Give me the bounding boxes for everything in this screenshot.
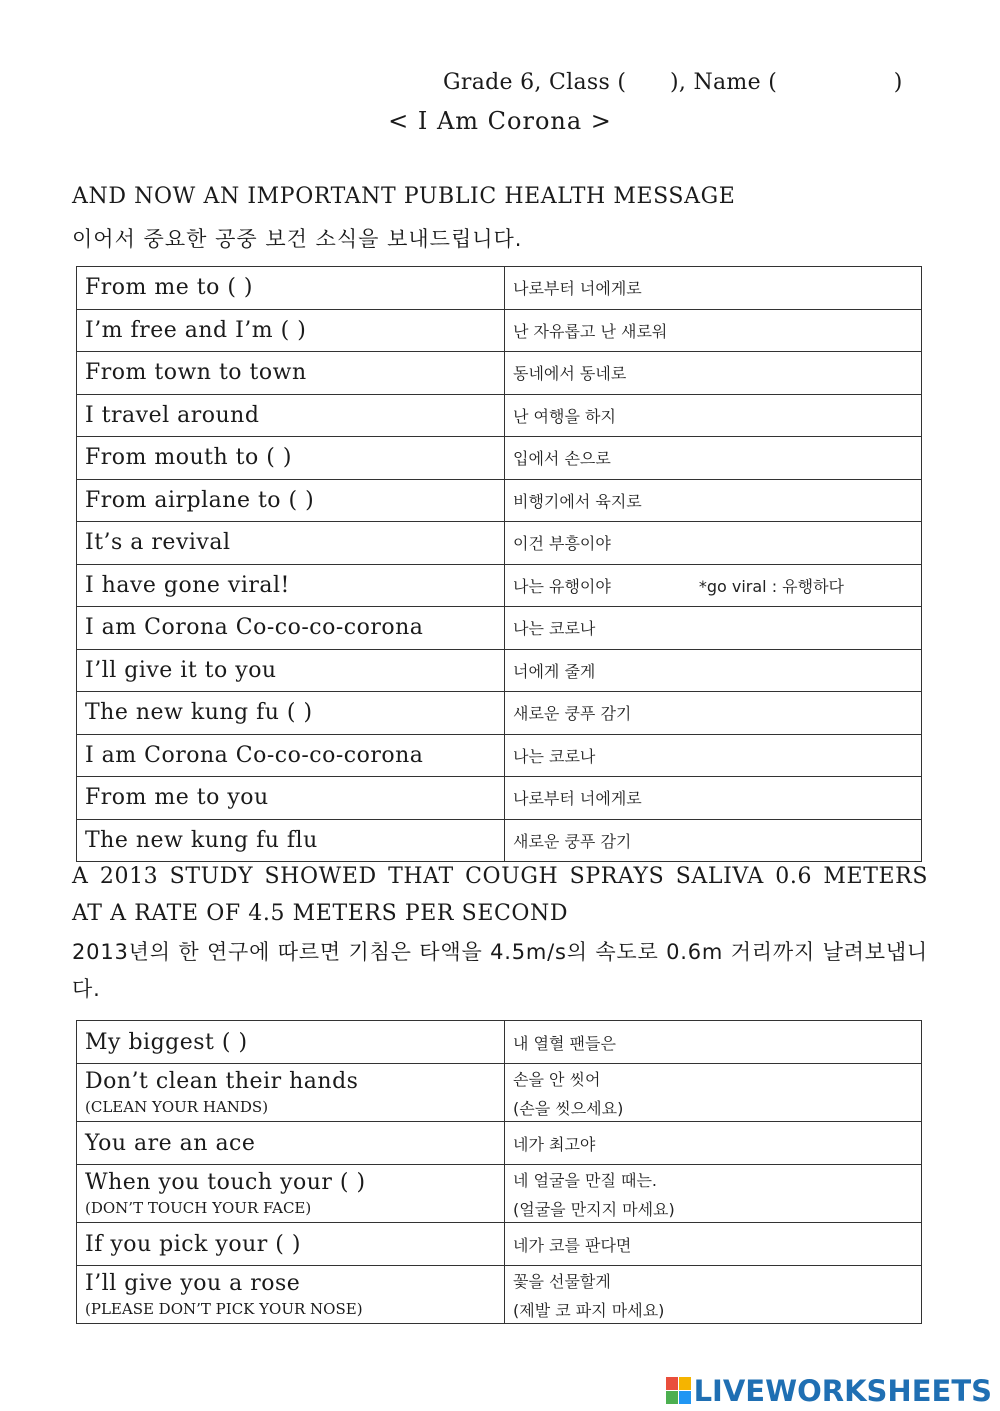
lyric-korean-text: 나는 코로나 <box>513 746 596 766</box>
liveworksheets-logo-icon <box>666 1377 692 1405</box>
lyric-english-cell <box>77 1064 505 1122</box>
lyric-english-text: From me to ( ) <box>85 275 253 301</box>
lyric-row <box>77 649 922 692</box>
lyric-english-text: I’ll give it to you <box>85 657 277 683</box>
lyric-english-text: I travel around <box>85 402 260 428</box>
lyric-korean-cell <box>505 394 922 437</box>
lyric-korean-cell <box>505 437 922 480</box>
lyric-english-text: Don’t clean their hands <box>85 1069 359 1094</box>
lyric-korean-cell <box>505 734 922 777</box>
lyric-korean-cell <box>505 607 922 650</box>
lyric-korean-cell <box>505 1021 922 1064</box>
lyric-english-cell <box>77 777 505 820</box>
lyric-row <box>77 1122 922 1165</box>
lyric-english-text: It’s a revival <box>85 530 231 556</box>
study-korean: 2013년의 한 연구에 따르면 기침은 타액을 4.5m/s의 속도로 0.6m 거리까지 날려보냅니다. <box>72 940 928 1001</box>
lyric-row <box>77 309 922 352</box>
lyric-english-cell <box>77 607 505 650</box>
lyric-korean-text: 네가 최고야 <box>513 1134 596 1154</box>
lyric-row <box>77 819 922 862</box>
lyric-row <box>77 692 922 735</box>
lyric-korean-cell <box>505 1223 922 1266</box>
lyric-korean-text: 내 열혈 팬들은 <box>513 1033 616 1053</box>
lyric-english-cell <box>77 309 505 352</box>
lyric-korean-text: 이건 부흥이야 <box>513 534 611 554</box>
lyric-korean-subtext: (얼굴을 만지지 마세요) <box>513 1199 675 1219</box>
lyric-row <box>77 564 922 607</box>
lyric-row <box>77 1021 922 1064</box>
lyric-english-text: I am Corona Co-co-co-corona <box>85 615 424 641</box>
lyric-english-text: I am Corona Co-co-co-corona <box>85 742 424 768</box>
lyric-row <box>77 1064 922 1122</box>
lyric-korean-cell <box>505 777 922 820</box>
lyrics-table-2 <box>76 1020 922 1324</box>
lyric-english-cell <box>77 649 505 692</box>
lyric-korean-text: 난 여행을 하지 <box>513 406 616 426</box>
lyric-korean-text: 난 자유롭고 난 새로워 <box>513 321 668 341</box>
page-title: < I Am Corona > <box>388 107 612 135</box>
lyric-row <box>77 1223 922 1266</box>
lyric-korean-cell <box>505 819 922 862</box>
lyric-english-subtext: (PLEASE DON’T PICK YOUR NOSE) <box>85 1300 363 1318</box>
lyric-english-cell <box>77 819 505 862</box>
lyrics-table-1 <box>76 266 922 862</box>
intro-korean: 이어서 중요한 공중 보건 소식을 보내드립니다. <box>72 227 523 251</box>
lyric-korean-cell <box>505 1165 922 1223</box>
lyric-korean-cell <box>505 479 922 522</box>
lyric-english-text: From town to town <box>85 360 307 386</box>
lyric-english-cell <box>77 692 505 735</box>
lyric-korean-cell <box>505 267 922 310</box>
lyric-korean-text: 네 얼굴을 만질 때는. <box>513 1170 657 1190</box>
lyric-korean-cell <box>505 1064 922 1122</box>
lyric-korean-cell <box>505 692 922 735</box>
lyric-row <box>77 777 922 820</box>
grade-class-name-line: Grade 6, Class ( ), Name ( ) <box>443 70 903 95</box>
lyric-korean-cell <box>505 1266 922 1324</box>
lyric-row <box>77 352 922 395</box>
lyric-english-subtext: (CLEAN YOUR HANDS) <box>85 1098 269 1116</box>
liveworksheets-brand: LIVEWORKSHEETS <box>693 1374 992 1408</box>
lyric-row <box>77 734 922 777</box>
lyric-english-cell <box>77 352 505 395</box>
lyric-english-text: From airplane to ( ) <box>85 487 315 513</box>
study-english: A 2013 STUDY SHOWED THAT COUGH SPRAYS SALIVA 0.6 METERS AT A RATE OF 4.5 METERS PER SECOND <box>72 864 928 926</box>
lyric-english-cell <box>77 1266 505 1324</box>
lyric-english-cell <box>77 564 505 607</box>
lyric-english-text: When you touch your ( ) <box>85 1170 366 1195</box>
liveworksheets-logo <box>666 1374 992 1408</box>
lyric-korean-cell <box>505 564 922 607</box>
lyric-english-text: My biggest ( ) <box>85 1029 248 1055</box>
lyric-english-text: I have gone viral! <box>85 572 290 598</box>
lyric-korean-subtext: (제발 코 파지 마세요) <box>513 1300 665 1320</box>
lyric-english-text: You are an ace <box>85 1130 256 1156</box>
lyric-english-cell <box>77 394 505 437</box>
lyric-english-cell <box>77 734 505 777</box>
lyric-row <box>77 607 922 650</box>
lyric-korean-text: 꽃을 선물할게 <box>513 1271 611 1291</box>
lyric-english-cell <box>77 1165 505 1223</box>
lyric-row <box>77 522 922 565</box>
lyric-english-cell <box>77 1223 505 1266</box>
lyric-row <box>77 479 922 522</box>
lyric-korean-text: 네가 코를 판다면 <box>513 1235 632 1255</box>
lyric-korean-text: 나는 코로나 <box>513 619 596 639</box>
lyric-korean-text: 새로운 쿵푸 감기 <box>513 704 632 724</box>
lyric-korean-cell <box>505 309 922 352</box>
lyric-korean-text: 나로부터 너에게로 <box>513 789 642 809</box>
lyric-korean-cell <box>505 1122 922 1165</box>
lyric-korean-text: 입에서 손으로 <box>513 449 611 469</box>
lyric-korean-cell <box>505 522 922 565</box>
lyric-english-text: I’ll give you a rose <box>85 1271 301 1296</box>
lyric-english-cell <box>77 1122 505 1165</box>
lyric-row <box>77 437 922 480</box>
lyric-english-text: The new kung fu ( ) <box>85 700 313 726</box>
lyric-korean-text: 너에게 줄게 <box>513 661 596 681</box>
lyric-english-text: I’m free and I’m ( ) <box>85 317 307 343</box>
lyric-english-text: If you pick your ( ) <box>85 1231 301 1257</box>
vocab-note: *go viral : 유행하다 <box>698 576 844 596</box>
lyric-english-cell <box>77 437 505 480</box>
lyric-korean-text: 나는 유행이야 <box>513 576 611 596</box>
lyric-row <box>77 267 922 310</box>
lyric-row <box>77 394 922 437</box>
lyric-korean-text: 동네에서 동네로 <box>513 364 627 384</box>
lyric-english-cell <box>77 522 505 565</box>
lyric-english-text: From me to you <box>85 785 269 811</box>
lyric-korean-text: 나로부터 너에게로 <box>513 279 642 299</box>
lyric-korean-text: 손을 안 씻어 <box>513 1069 601 1089</box>
lyric-korean-cell <box>505 352 922 395</box>
lyric-english-text: The new kung fu flu <box>85 827 318 853</box>
intro-english: AND NOW AN IMPORTANT PUBLIC HEALTH MESSAGE <box>72 184 736 209</box>
lyric-english-cell <box>77 267 505 310</box>
lyric-row <box>77 1266 922 1324</box>
lyric-korean-subtext: (손을 씻으세요) <box>513 1098 624 1118</box>
lyric-english-subtext: (DON’T TOUCH YOUR FACE) <box>85 1199 312 1217</box>
lyric-english-cell <box>77 1021 505 1064</box>
lyric-korean-text: 비행기에서 육지로 <box>513 491 642 511</box>
lyric-english-cell <box>77 479 505 522</box>
lyric-row <box>77 1165 922 1223</box>
lyric-korean-text: 새로운 쿵푸 감기 <box>513 831 632 851</box>
lyric-english-text: From mouth to ( ) <box>85 445 292 471</box>
lyric-korean-cell <box>505 649 922 692</box>
